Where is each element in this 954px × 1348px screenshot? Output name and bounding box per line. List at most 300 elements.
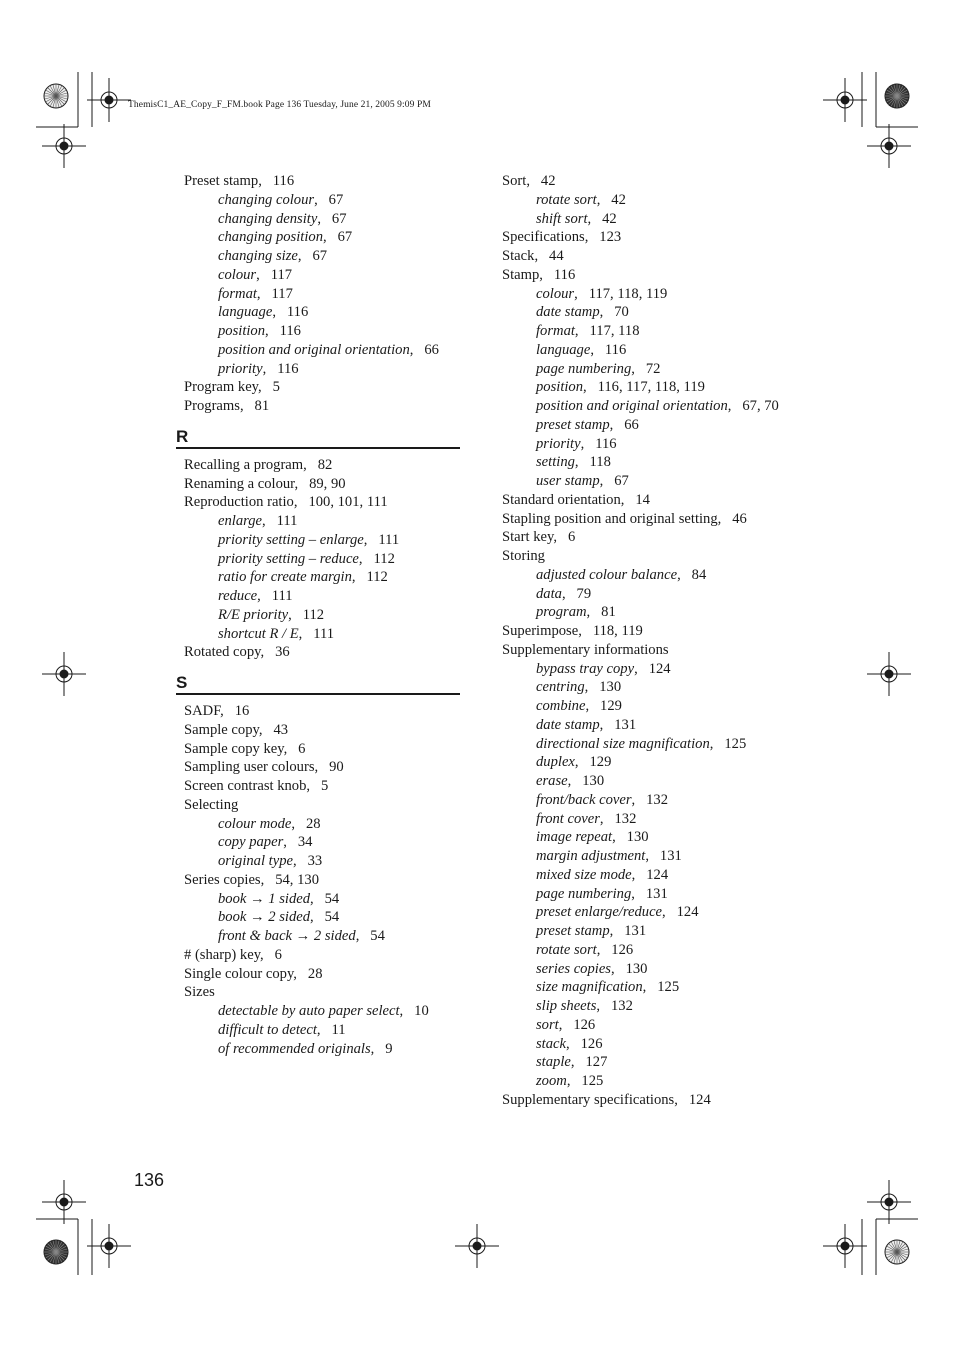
index-term: original type	[218, 853, 293, 869]
index-term: directional size magnification	[536, 735, 710, 752]
index-subentry	[494, 735, 804, 754]
index-term: Standard orientation	[502, 491, 621, 508]
page-reference: 81	[254, 398, 270, 414]
index-subentry	[176, 815, 466, 834]
index-term: R/E priority	[218, 606, 289, 623]
page-reference: 84	[691, 566, 707, 583]
separator: ,	[256, 266, 271, 283]
index-term: preset enlarge/reduce	[536, 904, 663, 921]
page-reference: 44	[549, 248, 564, 264]
index-term: mixed size mode	[536, 866, 632, 883]
separator: ,	[674, 1091, 689, 1108]
page-reference: 28	[305, 815, 321, 832]
index-subentry	[176, 266, 466, 285]
index-subentry	[494, 435, 804, 454]
registration-mark	[42, 124, 86, 168]
separator: ,	[239, 398, 255, 414]
page-number: 136	[134, 1170, 165, 1190]
index-term: difficult to detect	[218, 1021, 317, 1038]
index-entry	[176, 475, 466, 494]
index-subentry	[494, 1072, 804, 1091]
separator: ,	[631, 866, 647, 883]
index-subentry	[494, 303, 804, 322]
index-entry	[176, 702, 466, 721]
index-term: slip sheets	[536, 998, 597, 1014]
separator: ,	[256, 285, 272, 302]
index-subentry	[494, 716, 804, 735]
separator: ,	[596, 941, 612, 958]
index-subentry	[494, 866, 804, 885]
separator: ,	[566, 1073, 582, 1089]
page-reference: 33	[307, 853, 323, 869]
page-reference: 10	[414, 1003, 429, 1019]
separator: ,	[314, 191, 329, 208]
index-term: priority setting – reduce	[218, 550, 359, 567]
separator: ,	[610, 960, 626, 977]
separator: ,	[553, 529, 568, 546]
index-subentry	[494, 585, 804, 604]
separator: ,	[262, 360, 278, 377]
index-term: Stapling position and original setting	[502, 510, 718, 527]
index-term: Superimpose	[502, 623, 579, 639]
page-reference: 129	[589, 754, 612, 771]
page-reference: 111	[276, 513, 298, 529]
index-term: front/back cover	[536, 791, 632, 808]
index-entry	[176, 172, 466, 191]
page-reference: 124	[688, 1091, 711, 1108]
separator: ,	[539, 266, 554, 283]
index-term: detectable by auto paper select	[218, 1003, 400, 1019]
index-subentry	[176, 341, 466, 360]
index-term: duplex	[536, 754, 575, 771]
page-reference: 11	[331, 1021, 346, 1038]
index-subentry	[176, 512, 466, 531]
page-reference: 6	[567, 529, 576, 546]
index-column-right	[494, 172, 804, 1110]
index-term: image repeat	[536, 829, 613, 846]
separator: ,	[566, 1035, 581, 1052]
registration-mark	[867, 652, 911, 696]
page-reference: 111	[313, 625, 335, 642]
index-term: Sample copy	[184, 721, 259, 738]
index-entry	[176, 946, 466, 965]
page-reference: 116	[272, 173, 295, 189]
page-reference: 42	[611, 191, 626, 208]
separator: ,	[260, 946, 275, 963]
separator: ,	[272, 304, 287, 321]
index-term: adjusted colour balance	[536, 566, 678, 583]
index-column-left	[176, 172, 466, 1058]
page-reference: 67	[337, 229, 353, 246]
index-entry	[494, 510, 804, 529]
page-reference: 43	[273, 721, 289, 738]
page-reference: 117, 118, 119	[588, 285, 668, 302]
index-subentry	[176, 550, 466, 569]
separator: ,	[306, 778, 321, 794]
page-reference: 28	[307, 965, 323, 982]
page-reference: 112	[366, 569, 388, 586]
index-subentry	[494, 472, 804, 491]
page-reference: 5	[272, 379, 280, 396]
index-term: front cover	[536, 810, 600, 827]
page-reference: 117	[270, 266, 293, 283]
index-subentry	[176, 303, 466, 322]
separator: ,	[323, 229, 338, 246]
index-subentry	[176, 852, 466, 871]
page-reference: 89, 90	[309, 475, 346, 492]
separator: ,	[645, 848, 660, 864]
page-reference: 100, 101, 111	[308, 494, 388, 511]
page-reference: 126	[611, 941, 634, 958]
index-subentry	[494, 1016, 804, 1035]
separator: ,	[580, 435, 596, 452]
index-term: rotate sort	[536, 191, 597, 208]
separator: ,	[642, 979, 658, 996]
index-term: copy paper	[218, 834, 284, 851]
separator: ,	[265, 323, 280, 339]
separator: ,	[662, 904, 677, 921]
separator: ,	[596, 998, 611, 1014]
index-term: Specifications	[502, 229, 585, 246]
separator: ,	[585, 698, 601, 714]
index-term: Renaming a colour	[184, 475, 295, 492]
separator: ,	[599, 810, 615, 827]
index-subentry	[494, 191, 804, 210]
separator: ,	[355, 928, 371, 944]
separator: ,	[260, 644, 276, 661]
page-reference: 9	[385, 1040, 393, 1057]
index-subentry	[494, 566, 804, 585]
index-term: combine	[536, 698, 586, 714]
separator: ,	[298, 625, 314, 642]
index-term: Sample copy key	[184, 740, 284, 757]
index-entry	[176, 758, 466, 777]
separator: ,	[314, 759, 330, 776]
index-term: Sizes	[184, 984, 215, 1001]
page-reference: 54	[370, 928, 385, 944]
index-subentry	[176, 1002, 466, 1021]
index-term: stack	[536, 1035, 566, 1052]
page-reference: 66	[424, 341, 439, 358]
index-entry	[176, 871, 466, 890]
page-reference: 111	[271, 588, 293, 604]
index-entry	[494, 1091, 804, 1110]
separator: ,	[317, 210, 332, 227]
section-letter: S	[176, 673, 188, 692]
index-subentry	[176, 210, 466, 229]
index-entry	[176, 397, 466, 416]
registration-mark	[87, 1224, 131, 1268]
index-term: Reproduction ratio	[184, 494, 294, 511]
page-reference: 131	[624, 923, 647, 939]
index-term: colour	[536, 285, 575, 302]
index-term: program	[536, 604, 587, 621]
index-term: changing colour	[218, 191, 315, 208]
index-term: Selecting	[184, 796, 239, 813]
index-term: ratio for create margin	[218, 569, 352, 586]
separator: ,	[584, 679, 600, 696]
separator: ,	[574, 323, 590, 339]
index-term: page numbering	[536, 885, 632, 902]
page-reference: 131	[614, 716, 637, 733]
index-subentry	[176, 228, 466, 247]
index-term: Stack	[502, 248, 535, 264]
index-subentry	[494, 378, 804, 397]
index-term: Preset stamp	[184, 173, 259, 189]
registration-mark	[823, 78, 867, 122]
page-reference: 127	[585, 1054, 608, 1071]
page-reference: 132	[611, 998, 633, 1014]
index-subentry	[494, 753, 804, 772]
index-term: date stamp	[536, 304, 600, 321]
page-reference: 129	[600, 698, 622, 714]
page-reference: 126	[573, 1016, 596, 1033]
index-subentry	[494, 397, 804, 416]
section-letter: R	[176, 426, 189, 446]
index-term: sort	[536, 1016, 559, 1033]
separator: ,	[220, 703, 235, 719]
index-term: format	[218, 285, 257, 302]
separator: ,	[370, 1040, 386, 1057]
separator: ,	[587, 210, 603, 227]
section-rule	[176, 447, 460, 449]
separator: ,	[634, 660, 649, 677]
separator: ,	[258, 379, 273, 396]
index-term: preset stamp	[536, 416, 610, 433]
page-reference: 67	[328, 191, 344, 208]
separator: ,	[717, 510, 733, 527]
index-subentry	[494, 603, 804, 622]
separator: ,	[709, 735, 725, 752]
index-term: front & back → 2 sided	[218, 928, 356, 944]
index-subentry	[494, 360, 804, 379]
separator: ,	[260, 871, 276, 888]
index-term: enlarge	[218, 513, 263, 529]
page-reference: 5	[320, 778, 329, 794]
separator: ,	[258, 173, 273, 189]
separator: ,	[409, 341, 425, 358]
index-subentry	[494, 341, 804, 360]
separator: ,	[258, 721, 274, 738]
page-reference: 130	[582, 773, 605, 789]
page-reference: 124	[676, 904, 699, 921]
index-subentry	[176, 1040, 466, 1059]
separator: ,	[590, 341, 605, 358]
index-term: preset stamp	[536, 923, 610, 939]
separator: ,	[293, 965, 308, 982]
separator: ,	[310, 909, 325, 926]
index-subentry	[176, 531, 466, 550]
index-term: priority	[218, 360, 263, 377]
page-reference: 125	[581, 1073, 604, 1089]
separator: ,	[609, 923, 625, 939]
index-term: format	[536, 323, 575, 339]
separator: ,	[567, 773, 583, 789]
index-term: setting	[536, 454, 575, 471]
index-term: staple	[536, 1054, 571, 1071]
page-reference: 72	[645, 360, 661, 377]
index-subentry	[494, 885, 804, 904]
index-entry	[494, 172, 804, 191]
page-reference: 131	[645, 885, 668, 902]
index-subentry	[494, 285, 804, 304]
index-term: colour mode	[218, 815, 292, 832]
index-subentry	[494, 941, 804, 960]
index-entry	[176, 456, 466, 475]
separator: ,	[399, 1003, 415, 1019]
index-term: shortcut R / E	[218, 625, 299, 642]
index-term: Sampling user colours	[184, 759, 315, 776]
index-term: Recalling a program	[184, 456, 304, 473]
index-term: user stamp	[536, 473, 600, 489]
color-wheel-mark	[44, 84, 68, 108]
page-reference: 116, 117, 118, 119	[597, 379, 705, 396]
index-term: of recommended originals	[218, 1040, 371, 1057]
page-reference: 54	[324, 890, 340, 907]
separator: ,	[570, 1054, 586, 1071]
page-reference: 132	[614, 810, 637, 827]
index-term: SADF	[184, 703, 221, 719]
index-subentry	[494, 978, 804, 997]
index-term: priority	[536, 435, 581, 452]
page-reference: 124	[646, 866, 669, 883]
page-reference: 14	[635, 491, 650, 508]
index-entry	[494, 491, 804, 510]
separator: ,	[677, 566, 692, 583]
color-wheel-mark	[44, 1240, 68, 1264]
separator: ,	[586, 604, 602, 621]
index-term: position and original orientation	[536, 398, 728, 414]
index-subentry	[176, 890, 466, 909]
index-entry	[494, 528, 804, 547]
separator: ,	[612, 829, 627, 846]
index-entry	[176, 740, 466, 759]
separator: ,	[288, 606, 303, 623]
index-term: position	[218, 323, 266, 339]
index-term: series copies	[536, 960, 611, 977]
index-subentry	[176, 322, 466, 341]
index-term: rotate sort	[536, 941, 597, 958]
page-reference: 130	[599, 679, 622, 696]
registration-mark	[42, 652, 86, 696]
index-term: position	[536, 379, 584, 396]
index-subentry	[494, 791, 804, 810]
page-reference: 118	[589, 454, 611, 471]
separator: ,	[294, 475, 310, 492]
index-term: bypass tray copy	[536, 660, 635, 677]
separator: ,	[262, 513, 277, 529]
separator: ,	[561, 585, 577, 602]
page-reference: 118, 119	[592, 623, 643, 639]
separator: ,	[558, 1016, 574, 1033]
separator: ,	[293, 853, 308, 869]
page-reference: 81	[601, 604, 616, 621]
index-subentry	[494, 772, 804, 791]
page-reference: 67	[312, 248, 328, 264]
index-entry	[176, 983, 466, 1002]
index-term: data	[536, 585, 562, 602]
index-entry	[176, 493, 466, 512]
index-term: Storing	[502, 548, 545, 564]
index-subentry	[494, 210, 804, 229]
index-subentry	[176, 1021, 466, 1040]
index-subentry	[494, 416, 804, 435]
registration-mark	[823, 1224, 867, 1268]
page-reference: 42	[540, 173, 556, 189]
page-reference: 116	[604, 341, 627, 358]
page-reference: 42	[602, 210, 617, 227]
index-term: Rotated copy	[184, 644, 261, 661]
index-entry	[494, 228, 804, 247]
index-subentry	[176, 247, 466, 266]
index-entry	[494, 247, 804, 266]
index-entry	[494, 641, 804, 660]
page-reference: 46	[732, 510, 747, 527]
index-subentry	[494, 828, 804, 847]
index-subentry	[494, 453, 804, 472]
page-reference: 116	[277, 360, 299, 377]
page-reference: 6	[274, 946, 282, 963]
separator: ,	[283, 740, 299, 757]
page-reference: 16	[234, 703, 250, 719]
registration-mark	[42, 1180, 86, 1224]
index-subentry	[176, 927, 466, 946]
index-term: changing density	[218, 210, 318, 227]
page-reference: 116	[553, 266, 576, 283]
index-term: language	[218, 304, 273, 321]
index-subentry	[494, 810, 804, 829]
separator: ,	[351, 569, 367, 586]
page-reference: 54	[324, 909, 340, 926]
index-subentry	[494, 660, 804, 679]
index-subentry	[494, 1035, 804, 1054]
page-reference: 111	[378, 531, 400, 548]
registration-mark	[455, 1224, 499, 1268]
index-subentry	[176, 833, 466, 852]
index-term: zoom	[536, 1073, 567, 1089]
index-subentry	[176, 191, 466, 210]
index-entry	[176, 965, 466, 984]
separator: ,	[310, 890, 325, 907]
page-reference: 126	[580, 1035, 603, 1052]
index-term: Screen contrast knob	[184, 778, 307, 794]
color-wheel-mark	[885, 1240, 909, 1264]
page-reference: 34	[297, 834, 313, 851]
separator: ,	[727, 398, 743, 414]
page-reference: 82	[317, 456, 333, 473]
page-reference: 124	[648, 660, 671, 677]
index-subentry	[176, 587, 466, 606]
index-subentry	[494, 678, 804, 697]
index-term: changing position	[218, 229, 323, 246]
index-term: reduce	[218, 588, 258, 604]
separator: ,	[631, 360, 646, 377]
page-reference: 66	[624, 416, 639, 433]
page-reference: 112	[373, 550, 395, 567]
separator: ,	[534, 248, 550, 264]
index-term: colour	[218, 266, 257, 283]
separator: ,	[316, 1021, 332, 1038]
page-reference: 123	[599, 229, 622, 246]
index-subentry	[494, 322, 804, 341]
separator: ,	[599, 473, 615, 489]
color-wheel-mark	[885, 84, 909, 108]
separator: ,	[574, 285, 589, 302]
page-reference: 79	[576, 585, 592, 602]
page-reference: 130	[626, 829, 649, 846]
separator: ,	[526, 173, 541, 189]
page-reference: 36	[275, 644, 290, 661]
